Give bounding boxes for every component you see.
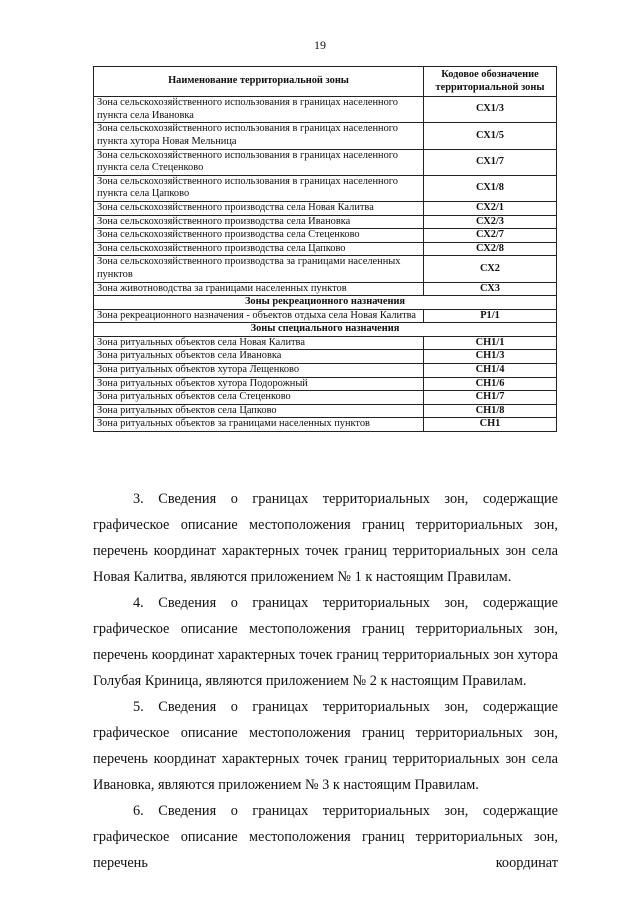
table-header-row [94,67,557,97]
zone-code-cell: СН1/1 [424,336,557,350]
table-body [94,97,557,432]
zone-name-cell: Зона сельскохозяйственного использования в границах населенного пункта хутора Новая Мельница [94,123,424,149]
paragraph-4: 4. Сведения о границах территориальных зон, содержащие графическое описание местоположения границ территориальных зон, перечень координат характерных точек границ территориальных зон хутора Голубая Криница, являются приложением № 2 к настоящим Правилам. [93,595,558,689]
zone-code-cell: СХ2 [424,256,557,282]
zone-name-cell: Зона сельскохозяйственного производства села Ивановка [94,215,424,229]
page-number: 19 [314,38,326,52]
table-row [94,418,557,432]
table-section-row [94,323,557,337]
zone-name-cell: Зона сельскохозяйственного использования в границах населенного пункта села Стеценково [94,149,424,175]
section-heading: Зоны рекреационного назначения [94,296,557,310]
zone-code-cell: СХ2/7 [424,229,557,243]
zone-name-cell: Зона сельскохозяйственного производства села Цапково [94,242,424,256]
zone-name-cell: Зона ритуальных объектов села Новая Калитва [94,336,424,350]
table-section-row [94,296,557,310]
table-row [94,242,557,256]
table-row [94,350,557,364]
zone-name-cell: Зона ритуальных объектов села Цапково [94,404,424,418]
table-row [94,282,557,296]
table-row [94,215,557,229]
zone-code-cell: СН1/3 [424,350,557,364]
zone-code-cell: СХ1/8 [424,175,557,201]
zone-code-cell: СН1/7 [424,391,557,405]
zone-name-cell: Зона сельскохозяйственного производства села Новая Калитва [94,201,424,215]
paragraph-5: 5. Сведения о границах территориальных зон, содержащие графическое описание местоположения границ территориальных зон, перечень координат характерных точек границ территориальных зон села Ивановка, являются приложением № 3 к настоящим Правилам. [93,699,558,793]
table-row [94,256,557,282]
header-zone-code: Кодовое обозначение территориальной зоны [424,67,557,97]
zone-code-cell: СН1/6 [424,377,557,391]
paragraph-6: 6. Сведения о границах территориальных зон, содержащие графическое описание местоположения границ территориальных зон, перечень координат [93,803,558,871]
zone-name-cell: Зона ритуальных объектов хутора Лещенково [94,364,424,378]
zone-code-cell: СН1/4 [424,364,557,378]
header-zone-name: Наименование территориальной зоны [94,67,424,97]
zone-code-cell: СХ2/3 [424,215,557,229]
table-row [94,309,557,323]
zone-name-cell: Зона сельскохозяйственного использования в границах населенного пункта села Цапково [94,175,424,201]
table-row [94,336,557,350]
zone-code-cell: Р1/1 [424,309,557,323]
table-row [94,97,557,123]
zone-code-cell: СХ3 [424,282,557,296]
zone-code-cell: СХ1/5 [424,123,557,149]
zone-code-cell: СХ1/3 [424,97,557,123]
table-row [94,229,557,243]
table-row [94,404,557,418]
zone-code-cell: СХ2/1 [424,201,557,215]
territorial-zones-table [93,66,557,432]
zone-name-cell: Зона сельскохозяйственного производства за границами населенных пунктов [94,256,424,282]
zone-code-cell: СН1 [424,418,557,432]
zone-code-cell: СХ1/7 [424,149,557,175]
table-row [94,364,557,378]
section-heading: Зоны специального назначения [94,323,557,337]
zone-name-cell: Зона ритуальных объектов хутора Подорожный [94,377,424,391]
zone-name-cell: Зона животноводства за границами населенных пунктов [94,282,424,296]
table-row [94,201,557,215]
table-row [94,149,557,175]
zone-name-cell: Зона рекреационного назначения - объектов отдыха села Новая Калитва [94,309,424,323]
table-row [94,391,557,405]
zone-name-cell: Зона сельскохозяйственного использования в границах населенного пункта села Ивановка [94,97,424,123]
zone-code-cell: СХ2/8 [424,242,557,256]
zone-name-cell: Зона ритуальных объектов села Стеценково [94,391,424,405]
table-row [94,377,557,391]
table-row [94,123,557,149]
paragraph-3: 3. Сведения о границах территориальных зон, содержащие графическое описание местоположения границ территориальных зон, перечень координат характерных точек границ территориальных зон села Новая Калитва, являются приложением № 1 к настоящим Правилам. [93,491,558,585]
table-row [94,175,557,201]
zone-name-cell: Зона ритуальных объектов села Ивановка [94,350,424,364]
zone-code-cell: СН1/8 [424,404,557,418]
zone-name-cell: Зона ритуальных объектов за границами населенных пунктов [94,418,424,432]
zone-name-cell: Зона сельскохозяйственного производства села Стеценково [94,229,424,243]
body-text [93,486,558,876]
